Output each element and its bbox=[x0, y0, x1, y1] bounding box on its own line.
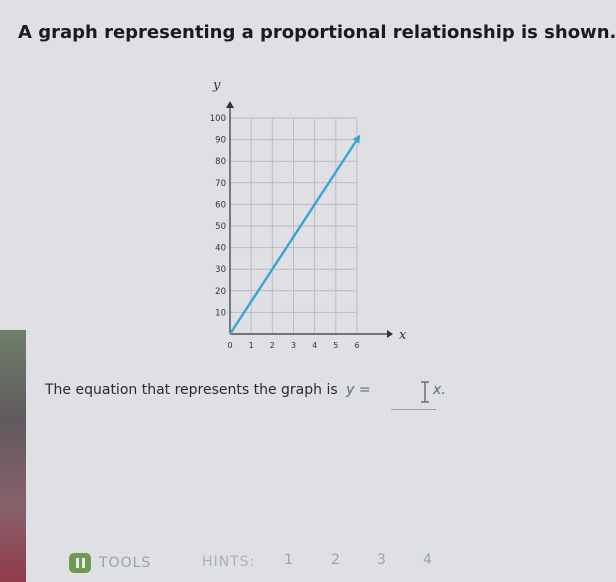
x-tick-label: 5 bbox=[333, 341, 339, 350]
x-tick-label: 3 bbox=[290, 341, 297, 350]
x-tick-label: 2 bbox=[269, 341, 275, 350]
y-tick-label: 30 bbox=[215, 265, 226, 276]
y-tick-label: 80 bbox=[215, 157, 226, 168]
hint-4-button[interactable]: 4 bbox=[423, 552, 432, 568]
hint-2-button[interactable]: 2 bbox=[331, 552, 340, 568]
y-tick-label: 40 bbox=[215, 243, 226, 254]
y-tick-label: 50 bbox=[215, 222, 226, 232]
y-tick-label: 60 bbox=[215, 200, 226, 211]
text-cursor-icon bbox=[419, 381, 431, 403]
x-tick-label: 6 bbox=[354, 341, 360, 350]
x-axis-arrow bbox=[387, 330, 393, 338]
proportional-graph bbox=[180, 78, 410, 353]
y-axis-arrow bbox=[226, 101, 234, 108]
y-tick-label: 90 bbox=[215, 135, 226, 146]
y-tick-label: 20 bbox=[215, 286, 226, 297]
hints-label: HINTS: bbox=[202, 554, 256, 570]
hint-3-button[interactable]: 3 bbox=[377, 552, 386, 568]
y-tick-label: 100 bbox=[209, 114, 226, 124]
hint-1-button[interactable]: 1 bbox=[284, 552, 293, 568]
left-edge-decoration bbox=[0, 330, 26, 582]
equation-lhs: y = bbox=[346, 382, 371, 398]
x-axis-label: x bbox=[399, 328, 407, 343]
equation-prompt bbox=[45, 382, 371, 398]
y-tick-label: 10 bbox=[215, 308, 226, 319]
bottom-toolbar bbox=[0, 548, 502, 582]
x-tick-label: 1 bbox=[248, 341, 254, 350]
tools-button[interactable] bbox=[69, 553, 151, 573]
y-tick-label: 70 bbox=[215, 178, 226, 189]
tools-icon bbox=[69, 553, 91, 573]
y-axis-label: y bbox=[213, 78, 221, 93]
equation-prompt-text: The equation that represents the graph is bbox=[45, 382, 338, 398]
x-tick-label: 4 bbox=[312, 341, 318, 350]
question-title: A graph representing a proportional relationship is shown. bbox=[18, 22, 616, 43]
equation-suffix: x. bbox=[433, 382, 446, 398]
x-tick-label: 0 bbox=[227, 341, 233, 350]
tools-label: TOOLS bbox=[99, 555, 152, 571]
